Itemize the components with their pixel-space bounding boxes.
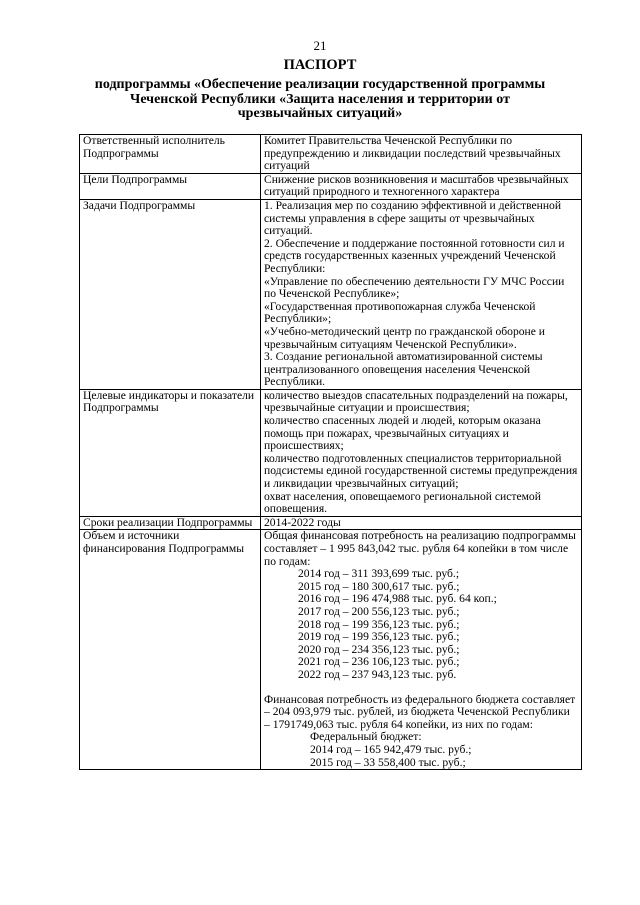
row-label: Объем и источники финансирования Подпрограммы xyxy=(80,530,261,770)
financing-year: 2017 год – 200 556,123 тыс. руб.; xyxy=(298,604,460,618)
row-label: Ответственный исполнитель Подпрограммы xyxy=(80,135,261,174)
federal-year: 2015 год – 33 558,400 тыс. руб.; xyxy=(310,755,466,769)
subtitle-line: Чеченской Республики «Защита населения и территории от xyxy=(130,91,510,107)
financing-year: 2018 год – 199 356,123 тыс. руб.; xyxy=(298,617,460,631)
value-line: охват населения, оповещаемого региональной системой оповещения. xyxy=(264,489,541,516)
row-label: Задачи Подпрограммы xyxy=(80,199,261,389)
table-row xyxy=(80,135,582,174)
financing-year: 2015 год – 180 300,617 тыс. руб.; xyxy=(298,579,460,593)
subtitle-line: чрезвычайных ситуаций» xyxy=(237,106,403,121)
table-row xyxy=(80,530,582,770)
federal-year: 2014 год – 165 942,479 тыс. руб.; xyxy=(310,742,472,756)
value-line: 3. Создание региональной автоматизированной системы централизованного оповещения населения Чеченской Республики. xyxy=(264,350,543,389)
federal-heading: Федеральный бюджет: xyxy=(310,730,422,744)
row-value xyxy=(261,135,582,174)
value-line: количество спасенных людей и людей, которым оказана помощь при пожарах, чрезвычайных ситуациях и происшествиях; xyxy=(264,414,541,453)
financing-year: 2016 год – 196 474,988 тыс. руб. 64 коп.; xyxy=(298,592,497,606)
value-line: 1. Реализация мер по созданию эффективной и действенной системы управления в сфере защиты от чрезвычайных ситуаций. xyxy=(264,198,562,238)
spacer xyxy=(264,682,578,694)
financing-year: 2021 год – 236 106,123 тыс. руб.; xyxy=(298,655,460,669)
value-line: «Учебно-методический центр по гражданской обороне и чрезвычайным ситуациям Чеченской Республики». xyxy=(264,324,546,351)
federal-intro: Финансовая потребность из федерального бюджета составляет – 204 093,979 тыс. рублей, из бюджета Чеченской Республики – 1791749,063 тыс. рубля 64 копейки, из них по годам: xyxy=(264,692,576,731)
table-row xyxy=(80,516,582,530)
passport-table xyxy=(79,134,582,770)
value-line: 2. Обеспечение и поддержание постоянной готовности сил и средств государственных казенных учреждений Чеченской Республики: xyxy=(264,236,565,275)
subtitle-line: подпрограммы «Обеспечение реализации государственной программы xyxy=(94,77,546,92)
financing-year: 2019 год – 199 356,123 тыс. руб.; xyxy=(298,630,460,644)
value-line: 2014-2022 годы xyxy=(264,515,341,529)
financing-value xyxy=(261,530,582,770)
table-row xyxy=(80,199,582,389)
table-row xyxy=(80,389,582,516)
row-value xyxy=(261,199,582,389)
page-number: 21 xyxy=(313,38,327,53)
value-line: Снижение рисков возникновения и масштабов чрезвычайных ситуаций природного и техногенного характера xyxy=(264,172,569,199)
value-line: «Государственная противопожарная служба Чеченской Республики»; xyxy=(264,299,536,326)
passport-table-body xyxy=(80,135,582,770)
row-value xyxy=(261,173,582,199)
row-value xyxy=(261,516,582,530)
document-title: ПАСПОРТ xyxy=(283,57,357,73)
document-subtitle xyxy=(60,78,580,122)
value-line: Комитет Правительства Чеченской Республики по предупреждению и ликвидации последствий чрезвычайных ситуаций xyxy=(264,134,561,173)
financing-year: 2020 год – 234 356,123 тыс. руб.; xyxy=(298,642,460,656)
row-label: Целевые индикаторы и показатели Подпрограммы xyxy=(80,389,261,516)
value-line: количество подготовленных специалистов территориальной подсистемы единой государственной системы предупреждения и ликвидации чрезвычайных ситуаций; xyxy=(264,451,578,491)
value-line: количество выездов спасательных подразделений на пожары, чрезвычайные ситуации и происшествия; xyxy=(264,388,568,415)
financing-year: 2014 год – 311 393,699 тыс. руб.; xyxy=(298,567,460,581)
financing-year: 2022 год – 237 943,123 тыс. руб. xyxy=(298,667,457,681)
value-line: «Управление по обеспечению деятельности ГУ МЧС России по Чеченской Республике»; xyxy=(264,274,565,301)
row-label: Цели Подпрограммы xyxy=(80,173,261,199)
row-value xyxy=(261,389,582,516)
financing-intro: Общая финансовая потребность на реализацию подпрограммы составляет – 1 995 843,042 тыс. рубля 64 копейки в том числе по годам: xyxy=(264,529,576,568)
table-row xyxy=(80,173,582,199)
row-label: Сроки реализации Подпрограммы xyxy=(80,516,261,530)
